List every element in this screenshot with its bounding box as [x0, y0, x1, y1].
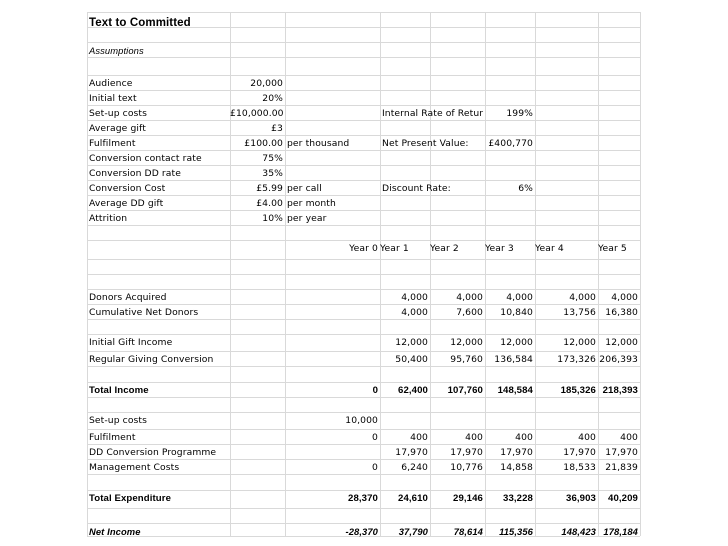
- metric-label: Net Present Value:: [382, 138, 469, 149]
- row-value[interactable]: 136,584: [494, 354, 533, 365]
- row-value[interactable]: 50,400: [395, 354, 428, 365]
- row-value[interactable]: 4,000: [456, 292, 483, 303]
- row-value[interactable]: 6,240: [401, 462, 428, 473]
- row-label: Net Income: [89, 526, 141, 537]
- assumption-label: Audience: [89, 78, 133, 89]
- row-value[interactable]: 14,858: [500, 462, 533, 473]
- assumption-label: Conversion DD rate: [89, 168, 181, 179]
- row-value[interactable]: 400: [515, 432, 533, 443]
- assumption-label: Average DD gift: [89, 198, 164, 209]
- row-label: Regular Giving Conversion: [89, 354, 214, 365]
- metric-value[interactable]: £400,770: [488, 138, 533, 149]
- metric-label: Internal Rate of Retur: [382, 108, 484, 119]
- row-value[interactable]: 33,228: [503, 493, 533, 504]
- row-value[interactable]: 4,000: [506, 292, 533, 303]
- row-value[interactable]: 400: [410, 432, 428, 443]
- row-value[interactable]: 37,790: [398, 526, 428, 537]
- sheet-title: Text to Committed: [89, 17, 191, 29]
- row-value[interactable]: 12,000: [395, 337, 428, 348]
- row-value[interactable]: 148,423: [561, 526, 596, 537]
- row-value[interactable]: 206,393: [599, 354, 638, 365]
- assumption-unit: per year: [287, 213, 327, 224]
- year-header: Year 1: [380, 243, 409, 254]
- row-value[interactable]: 16,380: [605, 307, 638, 318]
- assumption-value[interactable]: £3: [271, 123, 283, 134]
- assumption-value[interactable]: 10%: [262, 213, 283, 224]
- assumption-label: Attrition: [89, 213, 128, 224]
- row-value[interactable]: 10,000: [345, 415, 378, 426]
- year-header: Year 2: [430, 243, 459, 254]
- year-header: Year 0: [349, 243, 378, 254]
- assumption-label: Initial text: [89, 93, 137, 104]
- row-label: Total Income: [89, 385, 149, 396]
- row-value[interactable]: 4,000: [569, 292, 596, 303]
- row-value[interactable]: 28,370: [348, 493, 378, 504]
- row-value[interactable]: 115,356: [499, 526, 533, 537]
- row-value[interactable]: 36,903: [566, 493, 596, 504]
- row-value[interactable]: 0: [372, 385, 378, 396]
- row-value[interactable]: 400: [620, 432, 638, 443]
- assumption-value[interactable]: 35%: [262, 168, 283, 179]
- assumption-unit: per call: [287, 183, 322, 194]
- row-value[interactable]: 18,533: [563, 462, 596, 473]
- row-value[interactable]: 4,000: [401, 307, 428, 318]
- row-value[interactable]: 400: [465, 432, 483, 443]
- assumption-value[interactable]: £100.00: [244, 138, 283, 149]
- row-value[interactable]: 24,610: [398, 493, 428, 504]
- row-value[interactable]: 62,400: [398, 385, 428, 396]
- row-label: Total Expenditure: [89, 493, 172, 504]
- row-label: Management Costs: [89, 462, 180, 473]
- row-label: Initial Gift Income: [89, 337, 173, 348]
- assumption-value[interactable]: 75%: [262, 153, 283, 164]
- spreadsheet: [87, 12, 640, 536]
- year-header: Year 3: [485, 243, 514, 254]
- row-value[interactable]: 17,970: [563, 447, 596, 458]
- row-value[interactable]: -28,370: [345, 526, 378, 537]
- assumption-value[interactable]: £10,000.00: [230, 108, 284, 119]
- row-value[interactable]: 12,000: [563, 337, 596, 348]
- assumption-unit: per month: [287, 198, 336, 209]
- row-value[interactable]: 4,000: [611, 292, 638, 303]
- assumption-label: Set-up costs: [89, 108, 148, 119]
- assumptions-heading: Assumptions: [89, 45, 144, 56]
- row-value[interactable]: 4,000: [401, 292, 428, 303]
- row-value[interactable]: 10,840: [500, 307, 533, 318]
- assumption-value[interactable]: £4.00: [256, 198, 283, 209]
- row-value[interactable]: 107,760: [447, 385, 483, 396]
- assumption-label: Average gift: [89, 123, 146, 134]
- row-value[interactable]: 17,970: [605, 447, 638, 458]
- row-label: Set-up costs: [89, 415, 148, 426]
- row-value[interactable]: 12,000: [605, 337, 638, 348]
- row-value[interactable]: 17,970: [450, 447, 483, 458]
- row-value[interactable]: 12,000: [500, 337, 533, 348]
- assumption-label: Fulfilment: [89, 138, 136, 149]
- row-label: Cumulative Net Donors: [89, 307, 199, 318]
- row-value[interactable]: 21,839: [605, 462, 638, 473]
- row-value[interactable]: 0: [372, 462, 378, 473]
- row-value[interactable]: 148,584: [497, 385, 533, 396]
- row-label: Donors Acquired: [89, 292, 167, 303]
- year-header: Year 5: [598, 243, 627, 254]
- gridline-row: [87, 274, 640, 275]
- assumption-unit: per thousand: [287, 138, 350, 149]
- metric-value[interactable]: 6%: [518, 183, 533, 194]
- row-value[interactable]: 218,393: [602, 385, 638, 396]
- row-label: DD Conversion Programme: [89, 447, 217, 458]
- row-value[interactable]: 0: [372, 432, 378, 443]
- gridline-row: [87, 259, 640, 260]
- assumption-label: Conversion Cost: [89, 183, 166, 194]
- assumption-value[interactable]: £5.99: [256, 183, 283, 194]
- row-value[interactable]: 173,326: [557, 354, 596, 365]
- assumption-value[interactable]: 20,000: [250, 78, 283, 89]
- assumption-value[interactable]: 20%: [262, 93, 283, 104]
- row-value[interactable]: 78,614: [453, 526, 483, 537]
- metric-value[interactable]: 199%: [506, 108, 533, 119]
- row-value[interactable]: 17,970: [395, 447, 428, 458]
- row-value[interactable]: 400: [578, 432, 596, 443]
- row-value[interactable]: 29,146: [453, 493, 483, 504]
- assumption-label: Conversion contact rate: [89, 153, 202, 164]
- metric-label: Discount Rate:: [382, 183, 451, 194]
- row-value[interactable]: 13,756: [563, 307, 596, 318]
- row-value[interactable]: 40,209: [608, 493, 638, 504]
- row-value[interactable]: 178,184: [603, 526, 638, 537]
- row-label: Fulfilment: [89, 432, 136, 443]
- row-value[interactable]: 12,000: [450, 337, 483, 348]
- row-value[interactable]: 7,600: [456, 307, 483, 318]
- row-value[interactable]: 10,776: [450, 462, 483, 473]
- gridline-row: [87, 508, 640, 509]
- row-value[interactable]: 17,970: [500, 447, 533, 458]
- year-header: Year 4: [535, 243, 564, 254]
- gridline-column: [640, 12, 641, 536]
- row-value[interactable]: 95,760: [450, 354, 483, 365]
- row-value[interactable]: 185,326: [560, 385, 596, 396]
